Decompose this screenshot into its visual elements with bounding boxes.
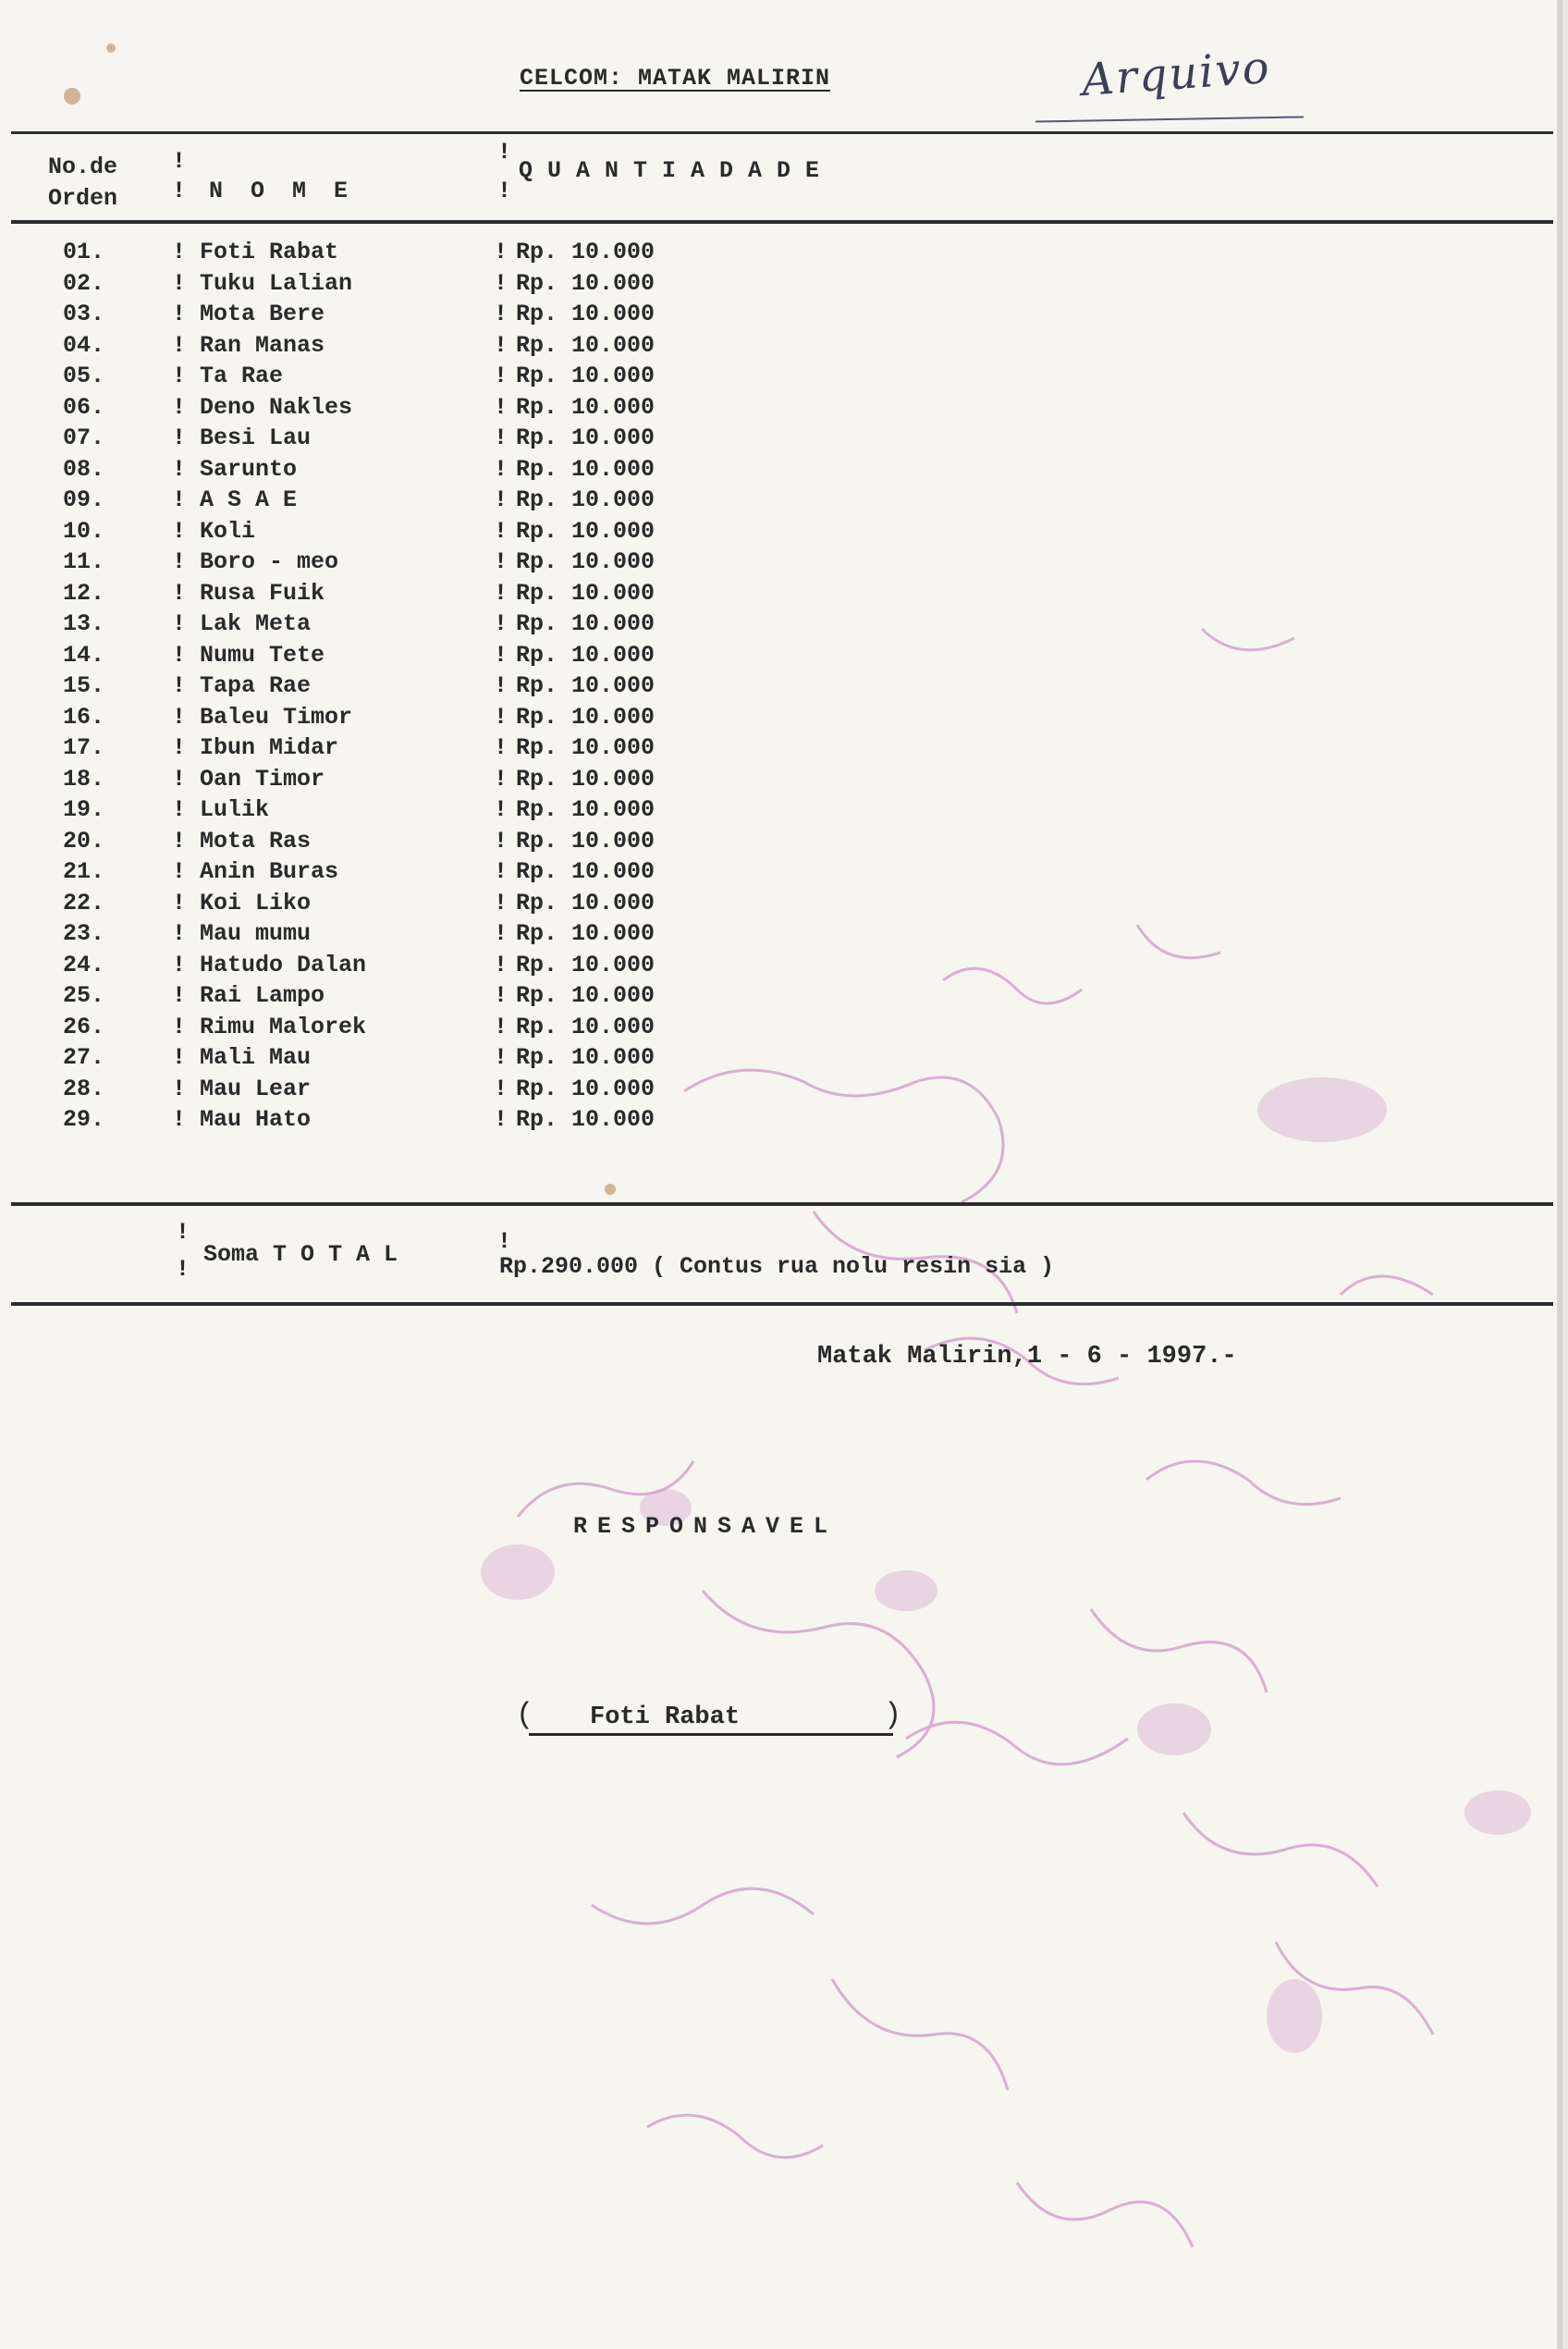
table-row: [0, 239, 740, 270]
row-name: Sarunto: [200, 455, 298, 483]
row-number: 16.: [63, 703, 105, 731]
total-value: Rp.290.000 ( Contus rua nolu resin sia ): [499, 1253, 1055, 1280]
row-name: Deno Nakles: [200, 393, 353, 421]
row-amount: Rp. 10.000: [516, 239, 655, 265]
row-number: 01.: [63, 239, 105, 265]
row-amount: Rp. 10.000: [516, 269, 655, 297]
row-name: Mali Mau: [200, 1044, 312, 1071]
row-number: 15.: [63, 672, 105, 699]
row-amount: Rp. 10.000: [516, 765, 655, 793]
row-separator: !: [172, 734, 187, 761]
table-row: [0, 672, 740, 704]
row-amount: Rp. 10.000: [516, 703, 655, 731]
row-separator: !: [494, 393, 508, 421]
row-number: 26.: [63, 1013, 105, 1040]
table-row: [0, 610, 740, 642]
row-separator: !: [494, 424, 508, 451]
top-rule: [11, 131, 1553, 134]
row-separator: !: [494, 982, 508, 1009]
total-label: Soma T O T A L: [203, 1241, 398, 1268]
row-amount: Rp. 10.000: [516, 951, 655, 978]
place-and-date: Matak Malirin,1 - 6 - 1997.-: [817, 1343, 1237, 1371]
table-row: [0, 1076, 740, 1107]
row-separator: !: [494, 579, 508, 607]
table-row: [0, 301, 740, 332]
row-amount: Rp. 10.000: [516, 827, 655, 855]
row-separator: !: [494, 517, 508, 545]
row-amount: Rp. 10.000: [516, 672, 655, 699]
table-row: [0, 704, 740, 735]
row-amount: Rp. 10.000: [516, 1044, 655, 1071]
row-separator: !: [172, 920, 187, 947]
total-separator: !: [176, 1256, 190, 1283]
signature-paren-close: ): [884, 1698, 902, 1732]
row-separator: !: [172, 610, 187, 637]
table-row: [0, 734, 740, 766]
total-top-rule: [11, 1202, 1553, 1206]
row-separator: !: [494, 889, 508, 916]
table-row: [0, 828, 740, 859]
table-row: [0, 394, 740, 425]
row-name: Foti Rabat: [200, 239, 339, 265]
row-number: 21.: [63, 858, 105, 885]
row-separator: !: [494, 239, 508, 265]
row-separator: !: [172, 858, 187, 885]
row-separator: !: [494, 301, 508, 327]
row-amount: Rp. 10.000: [516, 301, 655, 327]
signature-paren-open: (: [516, 1698, 534, 1732]
row-number: 19.: [63, 796, 105, 823]
row-name: Numu Tete: [200, 641, 325, 669]
row-separator: !: [172, 827, 187, 855]
header-separator: !: [172, 178, 187, 204]
signature-line: [529, 1733, 893, 1736]
row-name: Ta Rae: [200, 363, 284, 389]
header-separator: !: [172, 148, 187, 175]
row-name: Rusa Fuik: [200, 579, 325, 607]
row-separator: !: [494, 672, 508, 699]
row-separator: !: [172, 269, 187, 297]
row-name: Rimu Malorek: [200, 1013, 367, 1040]
row-amount: Rp. 10.000: [516, 1075, 655, 1102]
row-amount: Rp. 10.000: [516, 486, 655, 513]
row-separator: !: [494, 920, 508, 947]
row-separator: !: [172, 1013, 187, 1040]
row-amount: Rp. 10.000: [516, 982, 655, 1009]
row-separator: !: [172, 424, 187, 451]
row-name: Boro - meo: [200, 548, 339, 575]
row-amount: Rp. 10.000: [516, 734, 655, 761]
header-name: NOME: [209, 178, 376, 204]
table-row: [0, 548, 740, 580]
table-row: [0, 1014, 740, 1045]
row-separator: !: [172, 455, 187, 483]
table-row: [0, 363, 740, 394]
row-separator: !: [172, 579, 187, 607]
row-name: Rai Lampo: [200, 982, 325, 1009]
signatory-name: Foti Rabat: [590, 1703, 741, 1731]
row-amount: Rp. 10.000: [516, 363, 655, 389]
table-row: [0, 858, 740, 890]
row-name: Ran Manas: [200, 331, 325, 359]
total-separator: !: [176, 1219, 190, 1246]
row-number: 14.: [63, 641, 105, 669]
row-name: A S A E: [200, 486, 298, 513]
row-name: Lulik: [200, 796, 270, 823]
row-amount: Rp. 10.000: [516, 455, 655, 483]
row-name: Anin Buras: [200, 858, 339, 885]
row-separator: !: [172, 1044, 187, 1071]
row-separator: !: [172, 703, 187, 731]
row-amount: Rp. 10.000: [516, 796, 655, 823]
row-name: Oan Timor: [200, 765, 325, 793]
header-rule: [11, 220, 1553, 224]
row-number: 20.: [63, 827, 105, 855]
table-row: [0, 642, 740, 673]
handwritten-note: Arquivo: [1080, 41, 1273, 107]
row-separator: !: [494, 796, 508, 823]
row-amount: Rp. 10.000: [516, 517, 655, 545]
row-number: 08.: [63, 455, 105, 483]
row-separator: !: [494, 827, 508, 855]
row-number: 23.: [63, 920, 105, 947]
row-separator: !: [494, 486, 508, 513]
row-amount: Rp. 10.000: [516, 331, 655, 359]
row-number: 29.: [63, 1106, 105, 1133]
row-separator: !: [494, 363, 508, 389]
row-amount: Rp. 10.000: [516, 610, 655, 637]
row-name: Mau mumu: [200, 920, 312, 947]
row-separator: !: [494, 1013, 508, 1040]
row-amount: Rp. 10.000: [516, 1013, 655, 1040]
row-separator: !: [172, 951, 187, 978]
row-number: 06.: [63, 393, 105, 421]
row-separator: !: [494, 548, 508, 575]
row-number: 04.: [63, 331, 105, 359]
table-row: [0, 766, 740, 797]
row-amount: Rp. 10.000: [516, 548, 655, 575]
row-separator: !: [494, 1106, 508, 1133]
header-separator: !: [497, 139, 512, 166]
row-amount: Rp. 10.000: [516, 858, 655, 885]
entries-table: [0, 239, 740, 1138]
row-separator: !: [494, 951, 508, 978]
document-title: CELCOM: MATAK MALIRIN: [520, 65, 831, 92]
row-number: 13.: [63, 610, 105, 637]
row-number: 25.: [63, 982, 105, 1009]
row-name: Mau Lear: [200, 1075, 312, 1102]
header-order-line1: No.de: [48, 154, 118, 180]
row-separator: !: [172, 889, 187, 916]
table-row: [0, 332, 740, 363]
table-row: [0, 1044, 740, 1076]
responsible-label: RESPONSAVEL: [573, 1513, 839, 1540]
signature-block: [516, 1698, 904, 1735]
row-separator: !: [172, 393, 187, 421]
row-number: 03.: [63, 301, 105, 327]
row-name: Besi Lau: [200, 424, 312, 451]
row-separator: !: [172, 239, 187, 265]
total-separator: !: [497, 1228, 512, 1255]
table-row: [0, 1106, 740, 1138]
table-row: [0, 796, 740, 828]
row-separator: !: [172, 301, 187, 327]
table-row: [0, 920, 740, 952]
row-number: 11.: [63, 548, 105, 575]
row-separator: !: [172, 1106, 187, 1133]
row-number: 27.: [63, 1044, 105, 1071]
header-order-line2: Orden: [48, 185, 118, 212]
row-number: 24.: [63, 951, 105, 978]
header-order: [48, 152, 117, 215]
row-separator: !: [494, 1075, 508, 1102]
row-separator: !: [172, 363, 187, 389]
row-separator: !: [494, 610, 508, 637]
header-separator: !: [497, 178, 512, 204]
row-name: Koi Liko: [200, 889, 312, 916]
row-name: Tapa Rae: [200, 672, 312, 699]
row-separator: !: [172, 982, 187, 1009]
row-amount: Rp. 10.000: [516, 579, 655, 607]
total-bottom-rule: [11, 1302, 1553, 1306]
row-separator: !: [172, 641, 187, 669]
row-number: 22.: [63, 889, 105, 916]
row-separator: !: [172, 517, 187, 545]
row-separator: !: [172, 548, 187, 575]
page-edge: [1557, 0, 1562, 2349]
row-name: Mota Ras: [200, 827, 312, 855]
row-number: 05.: [63, 363, 105, 389]
handwritten-underline: [1035, 116, 1304, 122]
row-amount: Rp. 10.000: [516, 424, 655, 451]
row-name: Mau Hato: [200, 1106, 312, 1133]
row-amount: Rp. 10.000: [516, 641, 655, 669]
row-separator: !: [494, 455, 508, 483]
row-separator: !: [494, 703, 508, 731]
row-separator: !: [494, 765, 508, 793]
row-number: 02.: [63, 269, 105, 297]
row-number: 07.: [63, 424, 105, 451]
row-number: 17.: [63, 734, 105, 761]
table-row: [0, 486, 740, 518]
row-name: Ibun Midar: [200, 734, 339, 761]
row-amount: Rp. 10.000: [516, 889, 655, 916]
row-amount: Rp. 10.000: [516, 393, 655, 421]
row-amount: Rp. 10.000: [516, 1106, 655, 1133]
table-row: [0, 424, 740, 456]
row-separator: !: [494, 641, 508, 669]
row-separator: !: [172, 796, 187, 823]
row-amount: Rp. 10.000: [516, 920, 655, 947]
row-number: 12.: [63, 579, 105, 607]
row-separator: !: [172, 331, 187, 359]
table-row: [0, 580, 740, 611]
row-name: Lak Meta: [200, 610, 312, 637]
row-number: 10.: [63, 517, 105, 545]
row-separator: !: [494, 734, 508, 761]
header-quantity: QUANTIADADE: [519, 157, 835, 184]
table-row: [0, 270, 740, 301]
table-row: [0, 952, 740, 983]
row-separator: !: [494, 858, 508, 885]
row-separator: !: [494, 1044, 508, 1071]
table-row: [0, 982, 740, 1014]
row-name: Tuku Lalian: [200, 269, 353, 297]
row-separator: !: [172, 765, 187, 793]
row-name: Koli: [200, 517, 256, 545]
row-separator: !: [494, 269, 508, 297]
row-separator: !: [172, 672, 187, 699]
row-number: 09.: [63, 486, 105, 513]
row-name: Hatudo Dalan: [200, 951, 367, 978]
table-row: [0, 890, 740, 921]
row-number: 18.: [63, 765, 105, 793]
table-row: [0, 518, 740, 549]
row-name: Mota Bere: [200, 301, 325, 327]
row-separator: !: [172, 1075, 187, 1102]
row-number: 28.: [63, 1075, 105, 1102]
table-row: [0, 456, 740, 487]
row-separator: !: [172, 486, 187, 513]
row-name: Baleu Timor: [200, 703, 353, 731]
row-separator: !: [494, 331, 508, 359]
